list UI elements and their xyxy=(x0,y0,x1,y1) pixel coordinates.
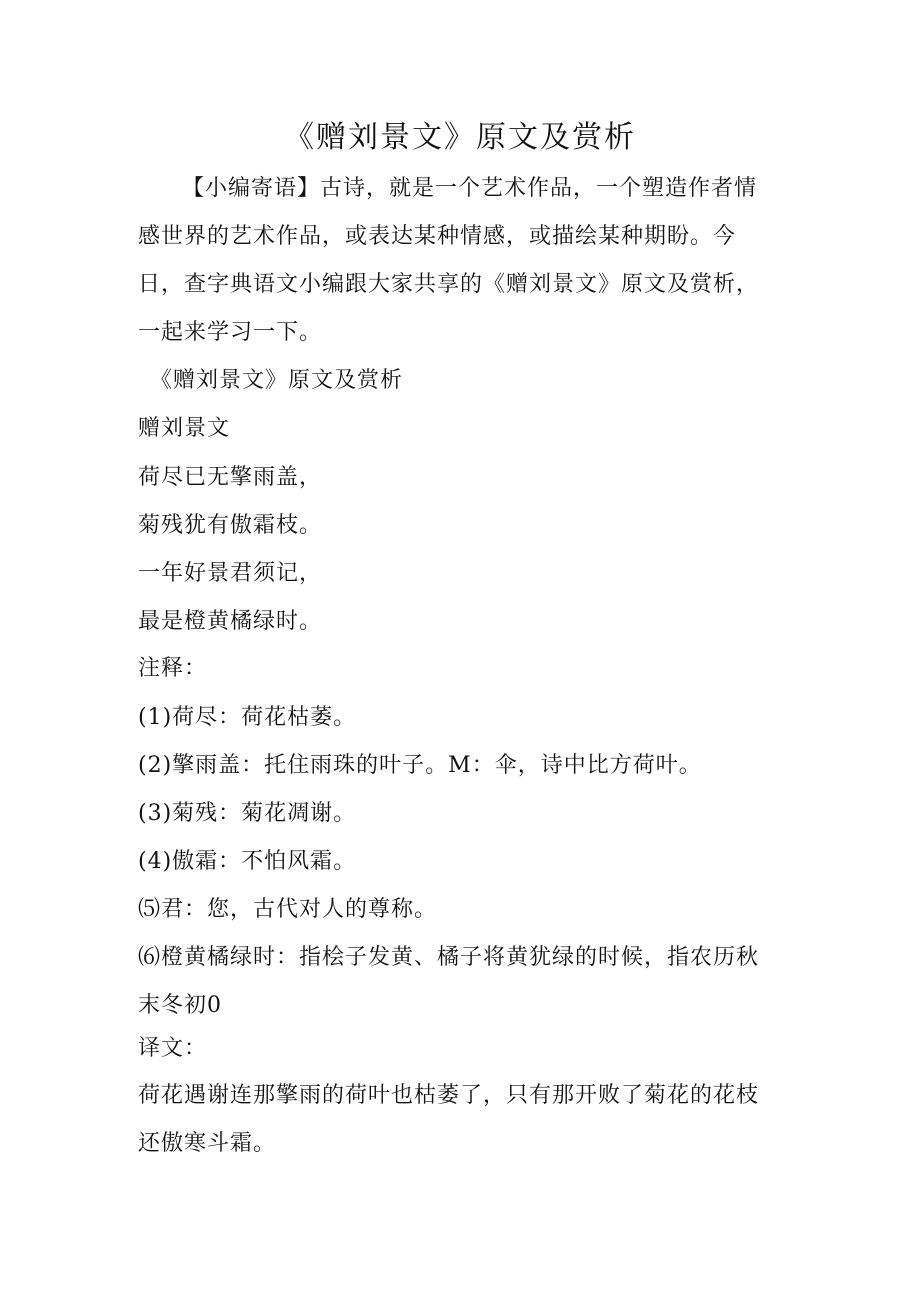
poem-line: 最是橙黄橘绿时。 xyxy=(138,609,323,634)
note-item: (2)擎雨盖：托住雨珠的叶子。M：伞，诗中比方荷叶。 xyxy=(138,753,702,778)
translation-text: 荷花遇谢连那擎雨的荷叶也枯萎了，只有那开败了菊花的花枝还傲寒斗霜。 xyxy=(138,1083,760,1156)
note-item: ⑸君：您，古代对人的尊称。 xyxy=(138,897,438,922)
translation-heading: 译文： xyxy=(138,1036,208,1061)
poem-line: 荷尽已无擎雨盖， xyxy=(138,465,323,490)
notes-heading: 注释： xyxy=(138,656,208,681)
intro-paragraph: 【小编寄语】古诗，就是一个艺术作品，一个塑造作者情感世界的艺术作品，或表达某种情感，或描绘某种期盼。今日，查字典语文小编跟大家共享的《赠刘景文》原文及赏析，一起来学习一下。 xyxy=(138,176,760,345)
page-title: 《赠刘景文》原文及赏析 xyxy=(284,120,636,155)
poem-title: 赠刘景文 xyxy=(138,416,231,441)
note-item: (4)傲霜：不怕风霜。 xyxy=(138,849,357,874)
note-item: (1)荷尽：荷花枯萎。 xyxy=(138,705,357,730)
section-heading: 《赠刘景文》原文及赏析 xyxy=(150,368,404,393)
poem-line: 一年好景君须记， xyxy=(138,561,323,586)
note-item: (3)菊残：菊花凋谢。 xyxy=(138,801,357,826)
poem-line: 菊残犹有傲霜枝。 xyxy=(138,513,323,538)
note-item: ⑹橙黄橘绿时：指桧子发黄、橘子将黄犹绿的时候，指农历秋末冬初0 xyxy=(138,945,760,1018)
